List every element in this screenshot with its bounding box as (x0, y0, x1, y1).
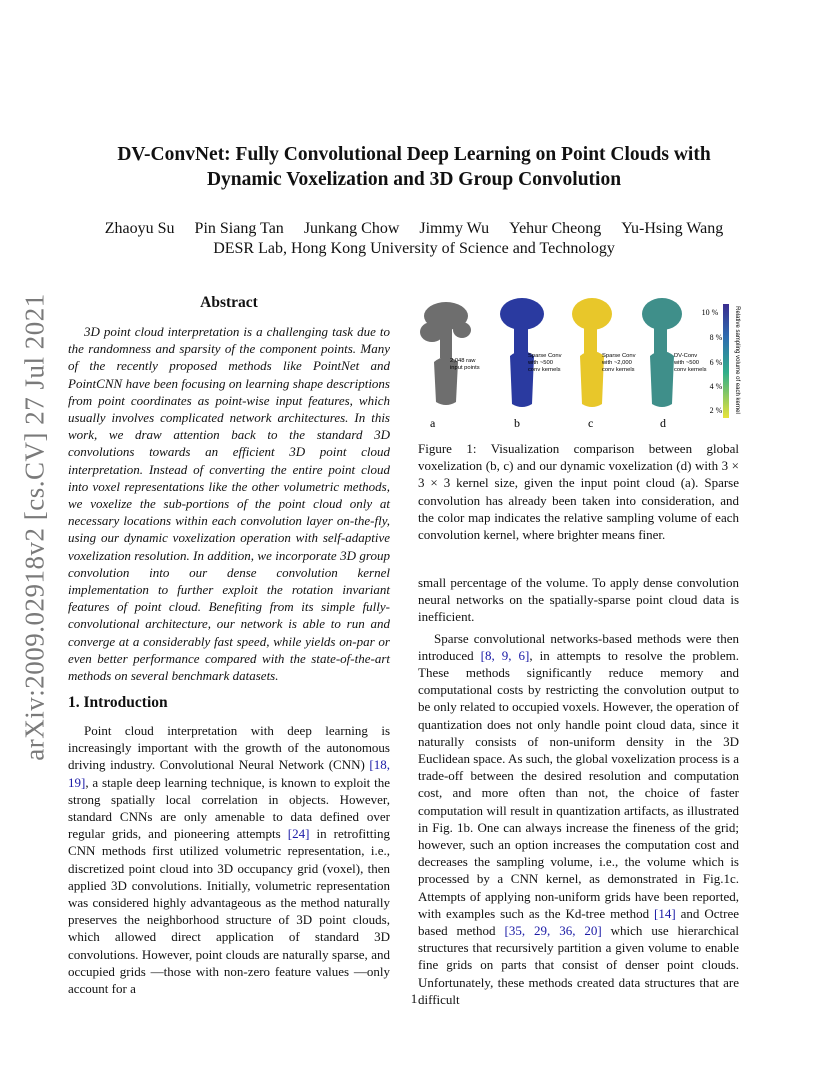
author-name: Yehur Cheong (509, 220, 602, 237)
colorbar-tick: 2 % (709, 406, 723, 415)
text-run: and Octree based method (418, 905, 739, 939)
note-line: conv kernels (528, 367, 561, 373)
intro-body (68, 722, 390, 997)
text-run: which use hierarchical structures that recursively partition a given volume to enable fine grids on parts that consist of denser point clouds. Unfortunately, these methods created data structures that are difficult (418, 923, 739, 1007)
note-line: input points (450, 365, 480, 371)
note-line: conv kernels (674, 367, 707, 373)
author-name: Junkang Chow (303, 220, 400, 237)
paper-title (60, 142, 768, 192)
author-name: Zhaoyu Su (104, 220, 175, 237)
colorbar-tick: 8 % (709, 333, 723, 342)
paragraph (418, 630, 739, 1008)
text-run: Point cloud interpretation with deep learning is increasingly important with the growth of the autonomous driving industry. Convolutional Neural Network (CNN) (68, 723, 390, 773)
text-run: , in attempts to resolve the problem. These methods significantly reduce memory and computational costs by restricting the convolution output to be only related to occupied voxels. However, the operation of quantization does not only handle point cloud data, since it naturally consists of non-uniform density in the 3D Euclidean space. As such, the global voxelization process is a trade-off between the desired resolution and computation cost, and more often than not, the choice of faster computation will result in quantization artifacts, as illustrated in Fig. 1b. One can always increase the fineness of the grid; however, such an option increases the computation cost and decreases the sampling volume, i.e., the volume which is processed by a CNN kernel, as demonstrated in Fig.1c. Attempts of applying non-uniform grids have been reported, with examples such as the Kd-tree method (418, 647, 740, 921)
author-name: Jimmy Wu (419, 220, 490, 237)
abstract-body (68, 323, 390, 684)
paragraph: small percentage of the volume. To apply dense convolution neural networks on the spatially-sparse point cloud data is inefficient. (418, 575, 739, 625)
panel-label-c: c (588, 416, 594, 430)
author-name: Yu-Hsing Wang (621, 220, 724, 237)
panel-label-d: d (660, 416, 666, 430)
panel-d-note (673, 353, 707, 373)
author-list (60, 219, 768, 239)
affiliation: DESR Lab, Hong Kong University of Science and Technology (213, 240, 615, 257)
abstract-text: 3D point cloud interpretation is a challenging task due to the randomness and sparsity of the component points. Many of the recently proposed methods like PointNet and PointCNN have been focusing on learning shape descriptions from point coordinates as point-wise input features, which usually involves complicated network architectures. In this work, we draw attention back to the standard 3D convolutions towards an efficient 3D point cloud interpretation. Instead of converting the entire point cloud into voxel representations like the other volumetric methods, we voxelize the sub-portions of the point cloud only at necessary locations within each convolution layer on-the-fly, using our dynamic voxelization operation with self-adaptive voxelization resolution. In addition, we incorporate 3D group convolution into our dense convolution kernel implementation to further exploit the rotation invariant features of point cloud. Benefiting from its simple fully-convolutional architecture, our network is able to run and converge at a considerably fast speed, while yields on-par or even better performance compared with the state-of-the-art methods on several benchmark datasets. (68, 324, 390, 684)
arxiv-stamp (0, 0, 60, 1072)
note-line: Sparse Conv (528, 353, 562, 359)
right-column-body (418, 574, 739, 1008)
note-line: with ~2,000 (602, 360, 632, 366)
panel-a-plant (420, 302, 471, 405)
intro-heading: 1. Introduction (68, 694, 168, 711)
abstract-heading: Abstract (200, 294, 258, 311)
author-block (60, 219, 768, 259)
citation-link[interactable]: [14] (654, 905, 676, 921)
colorbar-label: Relative sampling volume of each kernel (734, 306, 740, 414)
figure-caption: Figure 1: Visualization comparison between global voxelization (b, c) and our dynamic voxelization (d) with 3 × 3 × 3 kernel size, given the input point cloud (a). Sparse convolution has already been taken into consideration, and the color map indicates the relative sampling volume of each convolution kernel, where brighter means finer. (418, 441, 739, 543)
title-line-2: Dynamic Voxelization and 3D Group Convolution (206, 169, 622, 190)
panel-label-a: a (430, 416, 436, 430)
colorbar-tick: 10 % (701, 308, 719, 317)
panel-c-note (601, 353, 637, 373)
citation-link[interactable]: [18, 19] (68, 757, 390, 790)
panel-a-note (450, 358, 480, 371)
text-run: , a staple deep learning technique, is known to exploit the strong spatially local correlation in objects. However, standard CNNs are only amenable to data defined over regular grids, and pioneering attempts (68, 774, 390, 842)
citation-link[interactable]: [8, 9, 6] (480, 647, 530, 663)
note-line: with ~500 (528, 360, 553, 366)
note-line: conv kernels (602, 367, 635, 373)
colorbar-tick: 6 % (709, 358, 723, 367)
note-line: with ~500 (674, 360, 699, 366)
figure-1 (418, 290, 743, 432)
author-name: Pin Siang Tan (194, 220, 284, 237)
page-number: 1 (410, 991, 418, 1006)
note-line: DV-Conv (674, 353, 698, 359)
title-line-1: DV-ConvNet: Fully Convolutional Deep Learning on Point Clouds with (117, 144, 711, 165)
intro-paragraph (68, 722, 390, 997)
arxiv-stamp-text: arXiv:2009.02918v2 [cs.CV] 27 Jul 2021 (19, 293, 50, 761)
colorbar-tick: 4 % (709, 382, 723, 391)
citation-link[interactable]: [35, 29, 36, 20] (504, 923, 602, 939)
text-run: in retrofitting CNN methods first utilized volumetric representation, i.e., discretized point cloud into 3D occupancy grid (voxel), then applied 3D convolutions. Initially, volumetric representation was considered highly advantageous as the method naturally preserves the neighborhood structure of 3D point clouds, which allowed direct application of standard 3D convolutions. However, point clouds are naturally sparse, and occupied grids —those with non-zero feature values —only account for a (68, 826, 390, 997)
panel-label-b: b (514, 416, 520, 430)
panel-b-note (527, 353, 563, 373)
text-run: Sparse convolutional networks-based methods were then introduced (418, 630, 739, 663)
note-line: Sparse Conv (602, 353, 636, 359)
citation-link[interactable]: [24] (287, 826, 310, 842)
note-line: 2,048 raw (450, 358, 476, 364)
colorbar (723, 304, 729, 418)
